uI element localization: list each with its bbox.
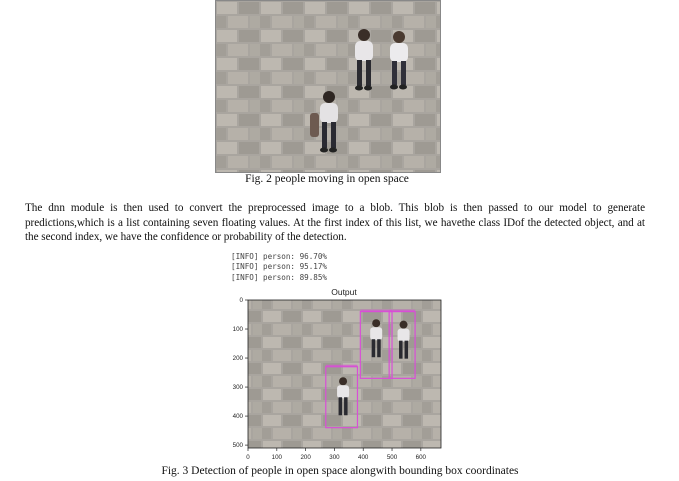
x-tick-label: 300 — [329, 454, 340, 461]
y-tick-label: 0 — [239, 297, 243, 304]
x-tick-label: 500 — [386, 454, 398, 461]
detection-label-bar — [326, 365, 358, 367]
output-plot — [222, 284, 452, 464]
detection-label-bar — [360, 310, 392, 312]
person-leg — [399, 341, 403, 359]
console-log — [231, 252, 327, 283]
y-tick-label: 100 — [232, 326, 243, 334]
detection-label-bar — [389, 310, 415, 312]
fig3-caption: Fig. 3 Detection of people in open space alongwith bounding box coordinates — [161, 465, 519, 477]
person-leg — [405, 341, 409, 359]
person-torso — [337, 385, 349, 398]
person-leg — [372, 339, 376, 357]
person-leg — [339, 397, 343, 415]
body-paragraph: The dnn module is then used to convert the preprocessed image to a blob. This blob is then passed to our model to generate predictions,which is a list containing seven floating values. At the first index of this list, we havethe class IDof the detected object, and at the second index, we have the confidence or probability of the detection. — [25, 202, 645, 244]
person-leg — [344, 397, 348, 415]
x-tick-label: 200 — [300, 454, 311, 461]
person-torso — [398, 329, 410, 342]
person-head — [339, 377, 347, 385]
log-line: [INFO] person: 96.70% — [231, 252, 328, 261]
y-tick-label: 400 — [232, 413, 243, 421]
fig3-plot — [222, 284, 452, 464]
log-line: [INFO] person: 95.17% — [231, 262, 328, 272]
y-tick-label: 200 — [232, 355, 243, 363]
person-head — [400, 321, 408, 329]
person-torso — [370, 327, 382, 340]
x-tick-label: 600 — [415, 454, 426, 461]
x-tick-label: 100 — [271, 454, 282, 461]
y-tick-label: 300 — [232, 384, 243, 392]
person-leg — [377, 339, 381, 357]
plot-title: Output — [331, 287, 357, 297]
fig2-caption: Fig. 2 people moving in open space — [245, 173, 409, 185]
x-tick-label: 0 — [246, 454, 250, 461]
person-head — [372, 319, 380, 327]
plot-image — [248, 300, 441, 448]
fig2-photo — [215, 0, 441, 173]
x-tick-label: 400 — [358, 454, 369, 461]
y-tick-label: 500 — [232, 442, 243, 450]
log-line: [INFO] person: 89.85% — [231, 272, 328, 282]
